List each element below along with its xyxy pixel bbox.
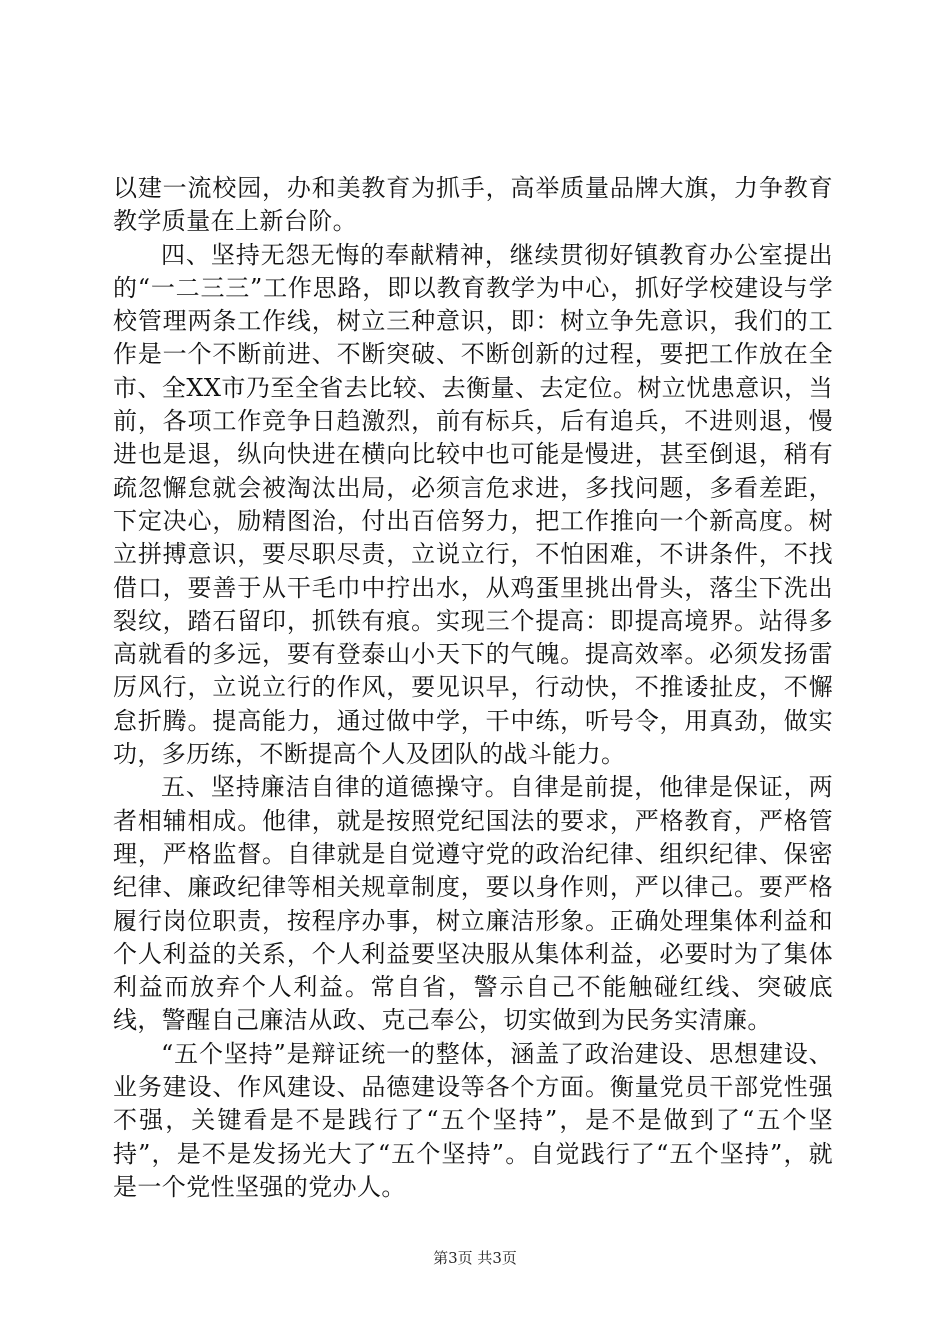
paragraph-conclusion: “五个坚持”是辩证统一的整体，涵盖了政治建设、思想建设、业务建设、作风建设、品德建设等各个方面。衡量党员干部党性强不强，关键看是不是践行了“五个坚持”，是不是做到了“五个坚持”，是不是发扬光大了“五个坚持”。自觉践行了“五个坚持”，就是一个党性坚强的党办人。 — [113, 1039, 833, 1201]
page-number-footer: 第3页 共3页 — [433, 1249, 517, 1267]
paragraph-section-five: 五、坚持廉洁自律的道德操守。自律是前提，他律是保证，两者相辅相成。他律，就是按照党纪国法的要求，严格教育，严格管理，严格监督。自律就是自觉遵守党的政治纪律、组织纪律、保密纪律、廉政纪律等相关规章制度，要以身作则，严以律己。要严格履行岗位职责，按程序办事，树立廉洁形象。正确处理集体利益和个人利益的关系，个人利益要坚决服从集体利益，必要时为了集体利益而放弃个人利益。常自省，警示自己不能触碰红线、突破底线，警醒自己廉洁从政、克己奉公，切实做到为民务实清廉。 — [113, 773, 833, 1035]
paragraph-section-four: 四、坚持无怨无悔的奉献精神，继续贯彻好镇教育办公室提出的“一二三三”工作思路，即以教育教学为中心，抓好学校建设与学校管理两条工作线，树立三种意识，即：树立争先意识，我们的工作是一个不断前进、不断突破、不断创新的过程，要把工作放在全市、全XX市乃至全省去比较、去衡量、去定位。树立忧患意识，当前，各项工作竞争日趋激烈，前有标兵，后有追兵，不进则退，慢进也是退，纵向快进在横向比较中也可能是慢进，甚至倒退，稍有疏忽懈怠就会被淘汰出局，必须言危求进，多找问题，多看差距，下定决心，励精图治，付出百倍努力，把工作推向一个新高度。树立拼搏意识，要尽职尽责，立说立行，不怕困难，不讲条件，不找借口，要善于从干毛巾中拧出水，从鸡蛋里挑出骨头，落尘下洗出裂纹，踏石留印，抓铁有痕。实现三个提高：即提高境界。站得多高就看的多远，要有登泰山小天下的气魄。提高效率。必须发扬雷厉风行，立说立行的作风，要见识早，行动快，不推诿扯皮，不懈怠折腾。提高能力，通过做中学，干中练，听号令，用真劲，做实功，多历练，不断提高个人及团队的战斗能力。 — [113, 240, 833, 769]
document-body — [113, 172, 833, 1204]
paragraph-continuation: 以建一流校园，办和美教育为抓手，高举质量品牌大旗，力争教育教学质量在上新台阶。 — [113, 174, 833, 236]
